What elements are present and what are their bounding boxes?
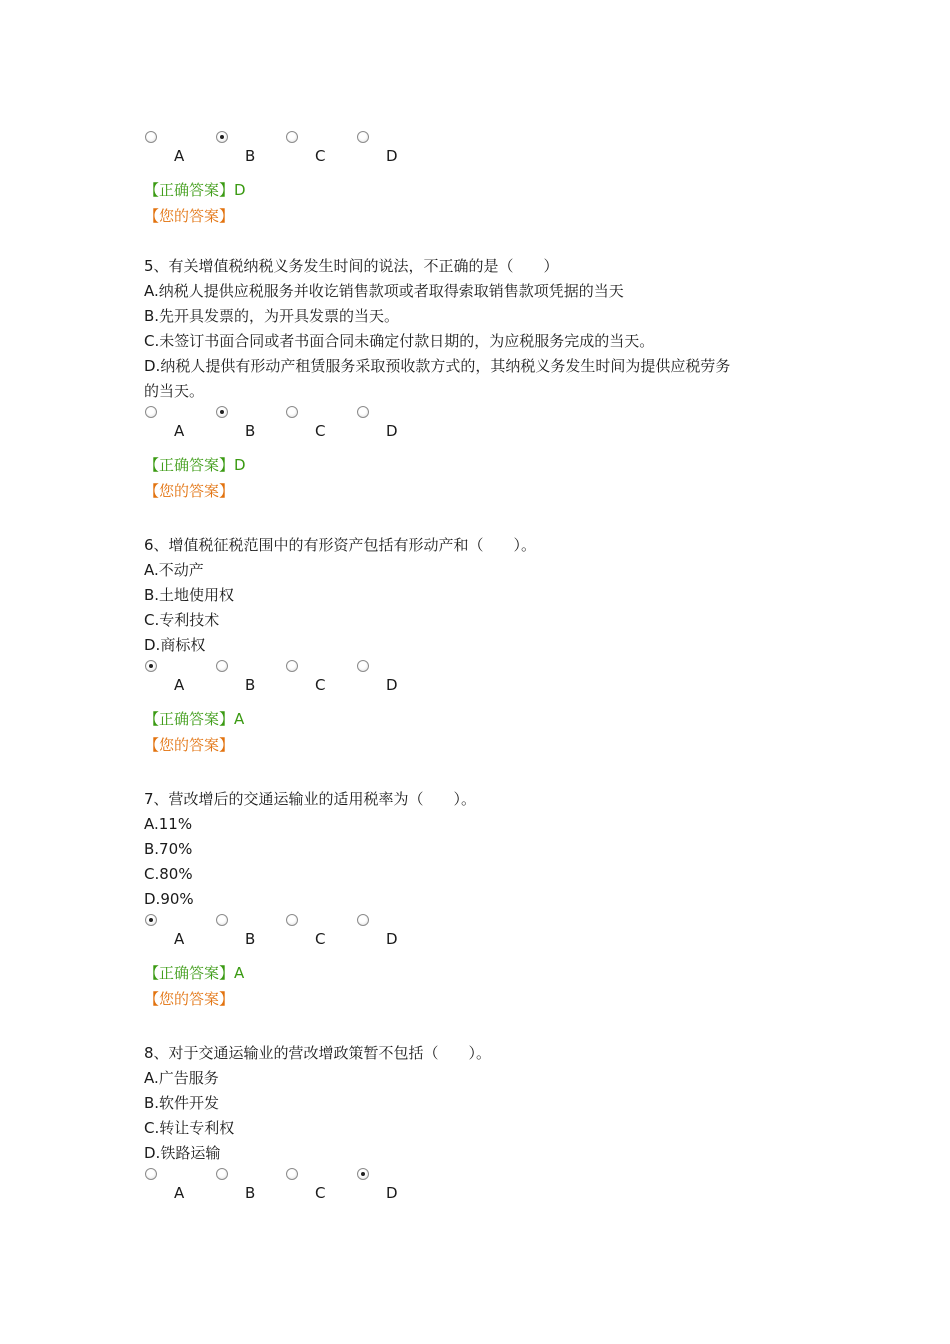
radio-option-b[interactable]: [215, 660, 255, 704]
question-5: [144, 254, 824, 504]
choice-c: C.专利技术: [144, 611, 220, 629]
radio-label: A: [174, 147, 185, 165]
radio-label: B: [245, 676, 256, 694]
radio-circle-icon[interactable]: [216, 660, 228, 672]
question-4-tail: [144, 129, 824, 229]
radio-label: D: [386, 676, 398, 694]
choice-b: B.软件开发: [144, 1094, 220, 1112]
choice-a: A.不动产: [144, 561, 204, 579]
radio-option-c[interactable]: [285, 660, 325, 704]
question-text: 8、对于交通运输业的营改增政策暂不包括（ ）。: [144, 1044, 492, 1062]
correct-answer-value: A: [234, 710, 245, 728]
radio-label: B: [245, 422, 256, 440]
radio-label: A: [174, 422, 185, 440]
choice-c: C.未签订书面合同或者书面合同未确定付款日期的，为应税服务完成的当天。: [144, 332, 655, 350]
radio-option-a[interactable]: [144, 131, 184, 175]
your-answer: [144, 203, 824, 229]
radio-circle-icon[interactable]: [286, 1168, 298, 1180]
radio-option-d[interactable]: [356, 406, 396, 450]
answer-radio-group: [144, 406, 824, 450]
radio-selected-icon[interactable]: [216, 131, 228, 143]
radio-circle-icon[interactable]: [286, 914, 298, 926]
radio-label: C: [315, 930, 326, 948]
correct-answer: [144, 706, 824, 732]
radio-circle-icon[interactable]: [357, 660, 369, 672]
answer-radio-group: [144, 1168, 824, 1212]
radio-option-a[interactable]: [144, 1168, 184, 1212]
radio-circle-icon[interactable]: [357, 406, 369, 418]
question-7: [144, 787, 824, 1012]
radio-option-b[interactable]: [215, 914, 255, 958]
choice-c: C.80%: [144, 865, 193, 883]
correct-answer-label: 【正确答案】: [144, 964, 235, 982]
choice-d: D.纳税人提供有形动产租赁服务采取预收款方式的，其纳税义务发生时间为提供应税劳务: [144, 357, 731, 375]
answer-radio-group: [144, 131, 824, 175]
radio-label: C: [315, 422, 326, 440]
question-6: [144, 533, 824, 758]
your-answer-label: 【您的答案】: [144, 482, 235, 500]
choice-b: B.先开具发票的，为开具发票的当天。: [144, 307, 400, 325]
radio-label: A: [174, 1184, 185, 1202]
radio-label: D: [386, 930, 398, 948]
choice-b: B.土地使用权: [144, 586, 235, 604]
radio-label: C: [315, 1184, 326, 1202]
radio-circle-icon[interactable]: [145, 131, 157, 143]
radio-option-d[interactable]: [356, 1168, 396, 1212]
radio-label: D: [386, 147, 398, 165]
radio-option-a[interactable]: [144, 914, 184, 958]
choice-b: B.70%: [144, 840, 193, 858]
choice-c: C.转让专利权: [144, 1119, 235, 1137]
your-answer: [144, 732, 824, 758]
radio-label: B: [245, 930, 256, 948]
radio-option-c[interactable]: [285, 1168, 325, 1212]
correct-answer: [144, 452, 824, 478]
your-answer: [144, 478, 824, 504]
radio-selected-icon[interactable]: [145, 660, 157, 672]
radio-label: B: [245, 147, 256, 165]
correct-answer-label: 【正确答案】: [144, 710, 235, 728]
question-8: [144, 1041, 824, 1212]
correct-answer: [144, 960, 824, 986]
question-text: 7、营改增后的交通运输业的适用税率为（ ）。: [144, 790, 477, 808]
radio-circle-icon[interactable]: [216, 914, 228, 926]
choice-d-continued: 的当天。: [144, 382, 205, 400]
choice-d: D.90%: [144, 890, 194, 908]
question-text: 5、有关增值税纳税义务发生时间的说法，不正确的是（ ）: [144, 257, 559, 275]
radio-option-a[interactable]: [144, 406, 184, 450]
radio-circle-icon[interactable]: [216, 1168, 228, 1180]
choice-a: A.11%: [144, 815, 193, 833]
radio-label: D: [386, 1184, 398, 1202]
your-answer-label: 【您的答案】: [144, 990, 235, 1008]
question-text: 6、增值税征税范围中的有形资产包括有形动产和（ ）。: [144, 536, 537, 554]
your-answer-label: 【您的答案】: [144, 736, 235, 754]
radio-option-b[interactable]: [215, 406, 255, 450]
correct-answer-label: 【正确答案】: [144, 456, 235, 474]
your-answer: [144, 986, 824, 1012]
radio-option-c[interactable]: [285, 914, 325, 958]
radio-circle-icon[interactable]: [286, 660, 298, 672]
correct-answer-label: 【正确答案】: [144, 181, 235, 199]
radio-option-c[interactable]: [285, 406, 325, 450]
radio-option-d[interactable]: [356, 914, 396, 958]
radio-option-b[interactable]: [215, 131, 255, 175]
radio-circle-icon[interactable]: [145, 1168, 157, 1180]
radio-circle-icon[interactable]: [357, 131, 369, 143]
radio-option-d[interactable]: [356, 131, 396, 175]
radio-option-d[interactable]: [356, 660, 396, 704]
answer-radio-group: [144, 660, 824, 704]
correct-answer-value: D: [234, 456, 246, 474]
radio-option-b[interactable]: [215, 1168, 255, 1212]
radio-label: A: [174, 930, 185, 948]
answer-radio-group: [144, 914, 824, 958]
radio-circle-icon[interactable]: [145, 406, 157, 418]
choice-a: A.广告服务: [144, 1069, 219, 1087]
radio-option-c[interactable]: [285, 131, 325, 175]
radio-option-a[interactable]: [144, 660, 184, 704]
choice-d: D.铁路运输: [144, 1144, 221, 1162]
radio-label: B: [245, 1184, 256, 1202]
radio-circle-icon[interactable]: [357, 914, 369, 926]
correct-answer: [144, 177, 824, 203]
radio-label: A: [174, 676, 185, 694]
radio-label: C: [315, 147, 326, 165]
correct-answer-value: D: [234, 181, 246, 199]
radio-selected-icon[interactable]: [145, 914, 157, 926]
your-answer-label: 【您的答案】: [144, 207, 235, 225]
radio-selected-icon[interactable]: [357, 1168, 369, 1180]
choice-d: D.商标权: [144, 636, 206, 654]
radio-circle-icon[interactable]: [286, 406, 298, 418]
radio-label: C: [315, 676, 326, 694]
choice-a: A.纳税人提供应税服务并收讫销售款项或者取得索取销售款项凭据的当天: [144, 282, 624, 300]
radio-circle-icon[interactable]: [286, 131, 298, 143]
radio-selected-icon[interactable]: [216, 406, 228, 418]
correct-answer-value: A: [234, 964, 245, 982]
radio-label: D: [386, 422, 398, 440]
